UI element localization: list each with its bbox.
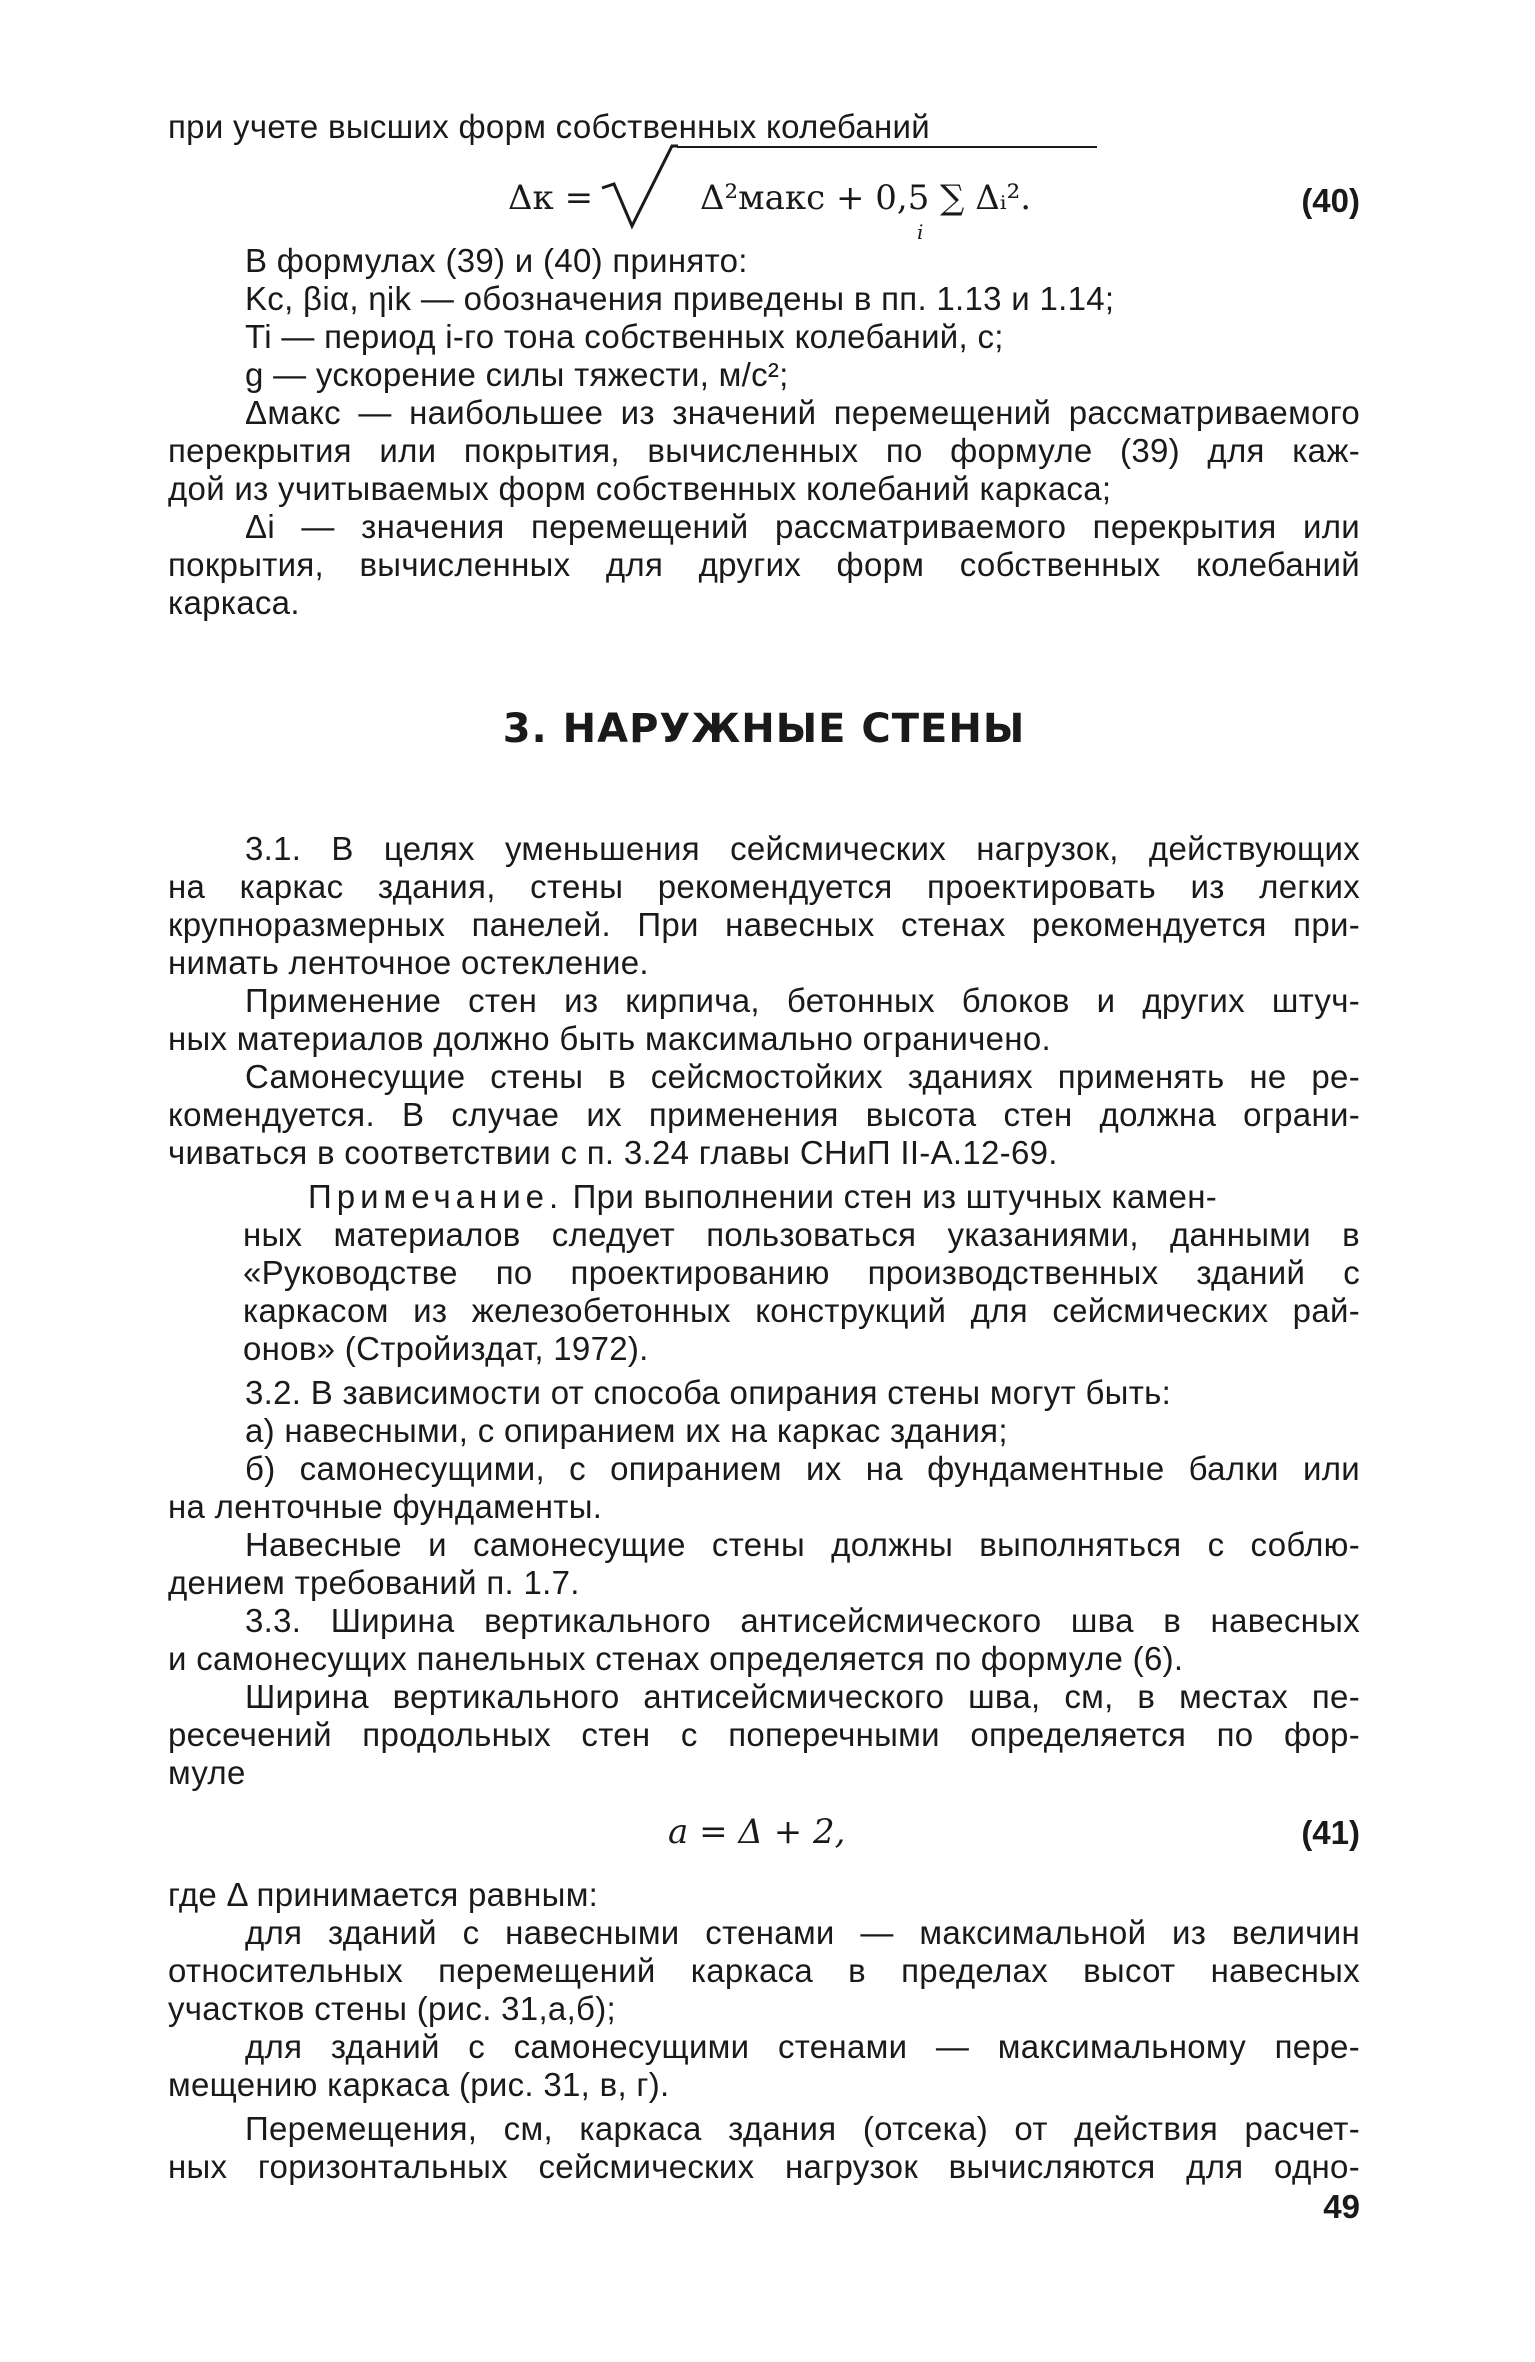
note-label: Примечание. <box>308 1178 564 1215</box>
note-line: ных материалов следует пользоваться указаниями, данными в <box>243 1216 1360 1253</box>
note-line: «Руководстве по проектированию производственных зданий с <box>243 1254 1360 1291</box>
body-line: Навесные и самонесущие стены должны выполняться с соблю- <box>245 1526 1360 1563</box>
body-line: муле <box>168 1754 246 1791</box>
formula-41-number: (41) <box>1301 1814 1360 1851</box>
body-line: 3.1. В целях уменьшения сейсмических нагрузок, действующих <box>245 830 1360 867</box>
body-line: чиваться в соответствии с п. 3.24 главы СНиП II-А.12-69. <box>168 1134 1058 1171</box>
definition-line: Δi — значения перемещений рассматриваемого перекрытия или <box>245 508 1360 545</box>
sqrt-bar <box>677 146 1097 148</box>
note-line: онов» (Стройиздат, 1972). <box>243 1330 649 1367</box>
body-line: для зданий с самонесущими стенами — максимальному пере- <box>245 2028 1360 2065</box>
body-line: и самонесущих панельных стенах определяется по формуле (6). <box>168 1640 1184 1677</box>
sqrt-sign-icon <box>600 140 680 230</box>
body-line: где Δ принимается равным: <box>168 1876 599 1913</box>
body-line: комендуется. В случае их применения высота стен должна ограни- <box>168 1096 1360 1133</box>
body-line: ресечений продольных стен с поперечными определяется по фор- <box>168 1716 1360 1753</box>
definition-line: Δмакс — наибольшее из значений перемещений рассматриваемого <box>245 394 1360 431</box>
body-line: Самонесущие стены в сейсмостойких зданиях применять не ре- <box>245 1058 1360 1095</box>
body-line: 3.3. Ширина вертикального антисейсмического шва в навесных <box>245 1602 1360 1639</box>
definition-line: Ti — период i-го тона собственных колебаний, с; <box>245 318 1004 355</box>
body-line: 3.2. В зависимости от способа опирания стены могут быть: <box>245 1374 1172 1411</box>
page-number: 49 <box>1323 2188 1360 2225</box>
note-first-line <box>308 1178 1360 1216</box>
definition-line: каркаса. <box>168 584 300 621</box>
body-line: для зданий с навесными стенами — максимальной из величин <box>245 1914 1360 1951</box>
body-line: относительных перемещений каркаса в пределах высот навесных <box>168 1952 1360 1989</box>
body-line: на ленточные фундаменты. <box>168 1488 603 1525</box>
definition-line: Kc, βiα, ηik — обозначения приведены в пп. 1.13 и 1.14; <box>245 280 1115 317</box>
definition-line: дой из учитываемых форм собственных колебаний каркаса; <box>168 470 1112 507</box>
definitions-intro: В формулах (39) и (40) принято: <box>245 242 748 279</box>
body-line: б) самонесущими, с опиранием их на фундаментные балки или <box>245 1450 1360 1487</box>
body-line: мещению каркаса (рис. 31, в, г). <box>168 2066 670 2103</box>
body-line: ных материалов должно быть максимально ограничено. <box>168 1020 1051 1057</box>
section-heading: 3. НАРУЖНЫЕ СТЕНЫ <box>502 706 1026 752</box>
body-line: а) навесными, с опиранием их на каркас здания; <box>245 1412 1008 1449</box>
formula-40-number: (40) <box>1301 182 1360 219</box>
formula-40-radicand: Δ²макс + 0,5 ∑ Δᵢ². <box>700 178 1032 218</box>
definition-line: g — ускорение силы тяжести, м/с²; <box>245 356 789 393</box>
formula-40-lhs: Δк = <box>508 178 594 218</box>
body-line: на каркас здания, стены рекомендуется проектировать из легких <box>168 868 1360 905</box>
body-line: участков стены (рис. 31,а,б); <box>168 1990 616 2027</box>
definition-line: перекрытия или покрытия, вычисленных по формуле (39) для каж- <box>168 432 1360 469</box>
note-first-text: При выполнении стен из штучных камен- <box>563 1178 1218 1215</box>
body-line: ных горизонтальных сейсмических нагрузок вычисляются для одно- <box>168 2148 1360 2185</box>
intro-line: при учете высших форм собственных колебаний <box>168 108 930 145</box>
body-line: Ширина вертикального антисейсмического шва, см, в местах пе- <box>245 1678 1360 1715</box>
formula-41-expression: a = Δ + 2, <box>668 1812 846 1852</box>
body-line: крупноразмерных панелей. При навесных стенах рекомендуется при- <box>168 906 1360 943</box>
definition-line: покрытия, вычисленных для других форм собственных колебаний <box>168 546 1360 583</box>
note-line: каркасом из железобетонных конструкций для сейсмических рай- <box>243 1292 1360 1329</box>
body-line: Перемещения, см, каркаса здания (отсека) от действия расчет- <box>245 2110 1360 2147</box>
body-line: Применение стен из кирпича, бетонных блоков и других штуч- <box>245 982 1360 1019</box>
body-line: нимать ленточное остекление. <box>168 944 649 981</box>
formula-40-sum-index: i <box>917 220 924 244</box>
body-line: дением требований п. 1.7. <box>168 1564 580 1601</box>
